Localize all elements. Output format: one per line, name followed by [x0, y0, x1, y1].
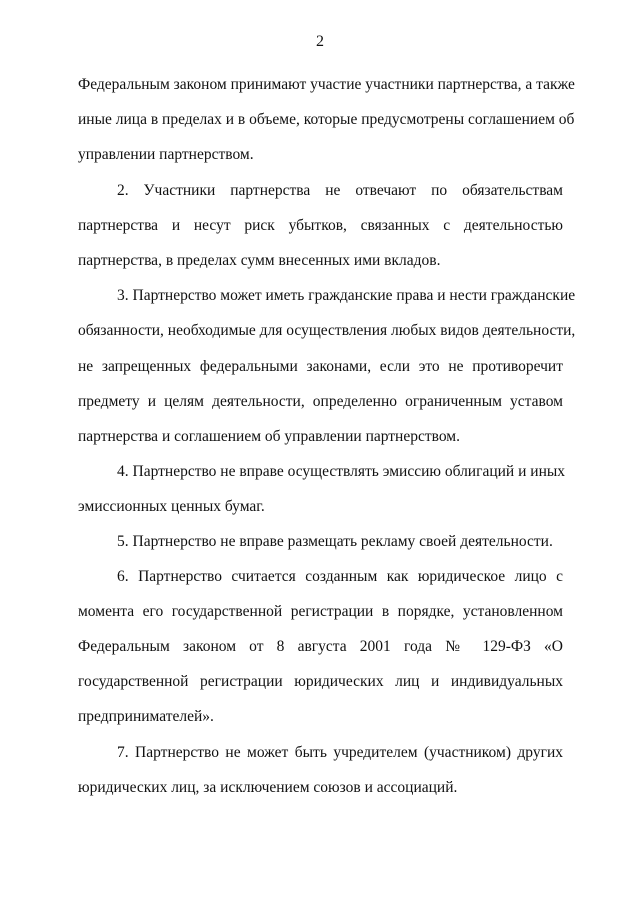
text-line: иные лица в пределах и в объеме, которые предусмотрены соглашением об — [78, 111, 575, 128]
text-line: партнерства, в пределах сумм внесенных ими вкладов. — [78, 252, 441, 269]
paragraph-7-first-line: 7. Партнерство не может быть учредителем (участником) других — [117, 744, 563, 761]
text-line: предпринимателей». — [78, 708, 214, 725]
text-line: эмиссионных ценных бумаг. — [78, 498, 265, 515]
text-line: управлении партнерством. — [78, 146, 254, 163]
paragraph-3-first-line: 3. Партнерство может иметь гражданские права и нести гражданские — [117, 287, 576, 304]
paragraph-5-line: 5. Партнерство не вправе размещать рекламу своей деятельности. — [117, 533, 553, 550]
text-line: не запрещенных федеральными законами, если это не противоречит — [78, 358, 563, 375]
text-line: партнерства и соглашением об управлении партнерством. — [78, 428, 460, 445]
text-line: обязанности, необходимые для осуществления любых видов деятельности, — [78, 322, 576, 339]
paragraph-4-first-line: 4. Партнерство не вправе осуществлять эмиссию облигаций и иных — [117, 463, 566, 480]
text-line: государственной регистрации юридических лиц и индивидуальных — [78, 673, 563, 690]
text-line: Федеральным законом принимают участие участники партнерства, а также — [78, 76, 575, 93]
text-line: момента его государственной регистрации в порядке, установленном — [78, 603, 563, 620]
page-number: 2 — [316, 33, 324, 50]
paragraph-6-first-line: 6. Партнерство считается созданным как юридическое лицо с — [117, 568, 563, 585]
text-line: юридических лиц, за исключением союзов и ассоциаций. — [78, 779, 458, 796]
text-line: партнерства и несут риск убытков, связанных с деятельностью — [78, 217, 563, 234]
text-line: предмету и целям деятельности, определенно ограниченным уставом — [78, 393, 563, 410]
text-line: Федеральным законом от 8 августа 2001 года № 129-ФЗ «О — [78, 638, 563, 655]
paragraph-2-first-line: 2. Участники партнерства не отвечают по обязательствам — [117, 182, 563, 199]
